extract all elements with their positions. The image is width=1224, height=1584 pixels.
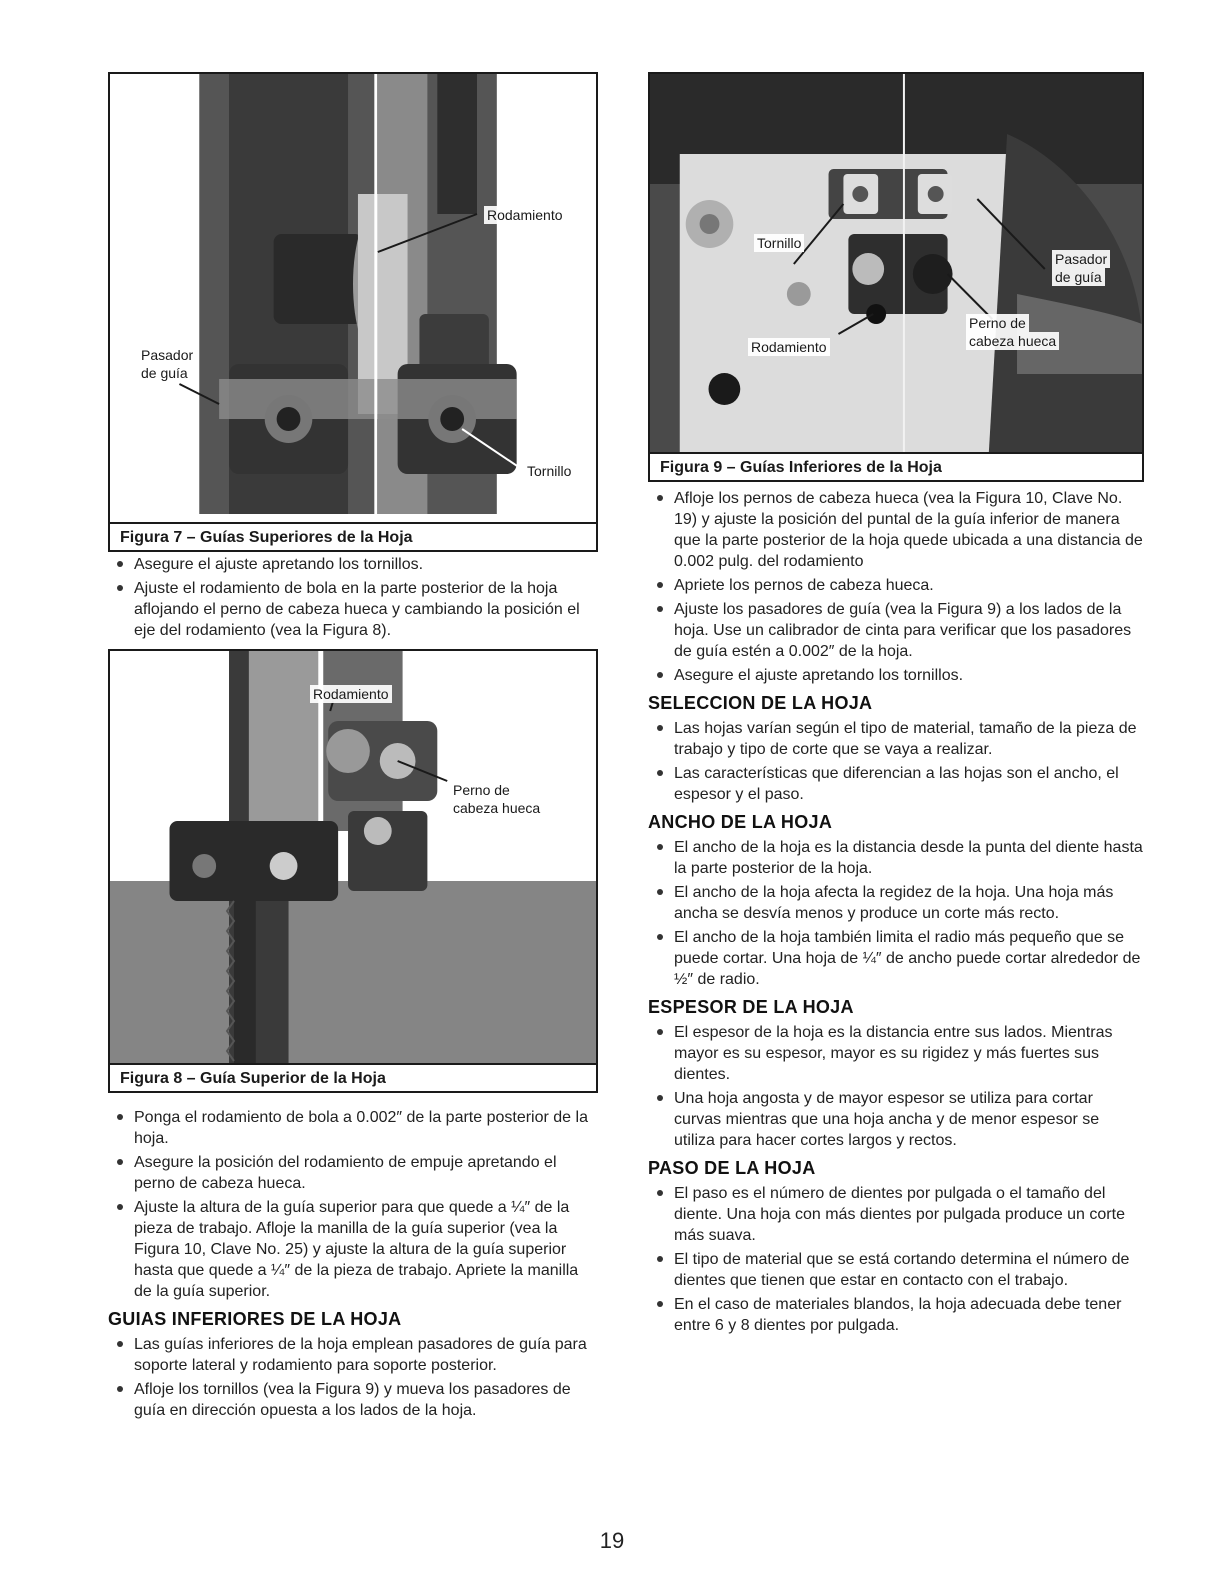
figure-8-photo [110, 651, 596, 1091]
list-item [108, 1334, 598, 1376]
list-item [648, 763, 1144, 805]
figure-8 [108, 649, 598, 1093]
page-number: 19 [599, 1528, 625, 1553]
fig7-label-rodamiento: Rodamiento [484, 206, 566, 224]
bullet-icon [657, 582, 663, 588]
section-heading-espesor: ESPESOR DE LA HOJA [648, 997, 854, 1017]
list-item [108, 554, 598, 575]
figure-9 [648, 72, 1144, 482]
list-item [648, 1294, 1144, 1336]
list-item [648, 882, 1144, 924]
bullet-icon [117, 561, 123, 567]
fig7-label-pasador-line2: de guía [138, 364, 191, 382]
fig7-label-tornillo: Tornillo [524, 462, 574, 480]
section-heading-ancho: ANCHO DE LA HOJA [648, 812, 833, 832]
left-bullets-2 [108, 1107, 598, 1302]
list-item [648, 599, 1144, 662]
bullet-text: Ajuste el rodamiento de bola en la parte posterior de la hoja aflojando el perno de cabeza hueca y cambiando la posición el eje del rodamiento (vea la Figura 8). [134, 580, 580, 639]
list-item [648, 927, 1144, 990]
bullet-text: El espesor de la hoja es la distancia entre sus lados. Mientras mayor es su espesor, mayor es su rigidez y más fuertes sus dientes. [674, 1024, 1113, 1083]
bullet-text: Ajuste la altura de la guía superior para que quede a ¼″ de la pieza de trabajo. Afloje la manilla de la guía superior (vea la Figura 10, Clave No. 25) y ajuste la altura de la guía superior hasta que quede a ¼″ de la pieza de trabajo. Apriete la manilla de la guía superior. [134, 1199, 579, 1300]
section-bullets-seleccion [648, 718, 1144, 805]
section-heading-paso: PASO DE LA HOJA [648, 1158, 816, 1178]
bullet-text: El paso es el número de dientes por pulgada o el tamaño del diente. Una hoja con más dientes por pulgada produce un corte más suava. [674, 1185, 1125, 1244]
fig9-label-tornillo: Tornillo [754, 234, 804, 252]
section-bullets-guias-inferiores [108, 1334, 598, 1421]
bullet-text: Asegure el ajuste apretando los tornillos. [674, 667, 964, 684]
figure-8-caption: Figura 8 – Guía Superior de la Hoja [110, 1063, 596, 1091]
list-item [648, 837, 1144, 879]
bullet-icon [657, 606, 663, 612]
list-item [648, 1022, 1144, 1085]
list-item [648, 1183, 1144, 1246]
bullet-icon [117, 1204, 123, 1210]
figure-9-caption: Figura 9 – Guías Inferiores de la Hoja [650, 452, 1142, 480]
left-column [108, 72, 598, 1424]
bullet-icon [117, 585, 123, 591]
bullet-text: Las características que diferencian a las hojas son el ancho, el espesor y el paso. [674, 765, 1119, 803]
list-item [648, 1088, 1144, 1151]
fig8-label-perno-line2: cabeza hueca [450, 799, 543, 817]
section-bullets-espesor [648, 1022, 1144, 1151]
fig8-label-perno-line1: Perno de [450, 781, 513, 799]
section-bullets-ancho [648, 837, 1144, 990]
list-item [648, 665, 1144, 686]
bullet-text: Asegure la posición del rodamiento de empuje apretando el perno de cabeza hueca. [134, 1154, 557, 1192]
list-item [648, 488, 1144, 572]
bullet-icon [657, 672, 663, 678]
list-item [648, 575, 1144, 596]
bullet-icon [657, 1256, 663, 1262]
bullet-text: Afloje los tornillos (vea la Figura 9) y mueva los pasadores de guía en dirección opuesta a los lados de la hoja. [134, 1381, 571, 1419]
bullet-icon [657, 889, 663, 895]
bullet-text: Ajuste los pasadores de guía (vea la Figura 9) a los lados de la hoja. Use un calibrador de cinta para verificar que los pasadores de guía estén a 0.002″ de la hoja. [674, 601, 1132, 660]
figure-7 [108, 72, 598, 552]
list-item [108, 1152, 598, 1194]
bullet-icon [657, 1029, 663, 1035]
list-item [648, 718, 1144, 760]
fig7-label-pasador-line1: Pasador [138, 346, 196, 364]
bullet-text: Las hojas varían según el tipo de material, tamaño de la pieza de trabajo y tipo de corte que se vaya a realizar. [674, 720, 1137, 758]
bullet-icon [657, 934, 663, 940]
bullet-text: El ancho de la hoja afecta la regidez de la hoja. Una hoja más ancha se desvía menos y produce un corte más recto. [674, 884, 1114, 922]
fig9-label-perno-line1: Perno de [966, 314, 1029, 332]
bullet-text: En el caso de materiales blandos, la hoja adecuada debe tener entre 6 y 8 dientes por pulgada. [674, 1296, 1122, 1334]
bullet-icon [657, 770, 663, 776]
section-heading-seleccion: SELECCION DE LA HOJA [648, 693, 873, 713]
fig9-label-rodamiento: Rodamiento [748, 338, 830, 356]
bullet-text: Afloje los pernos de cabeza hueca (vea la Figura 10, Clave No. 19) y ajuste la posición del puntal de la guía inferior de manera que la parte posterior de la hoja quede ubicada a una distancia de 0.002 pulg. del rodamiento [674, 490, 1143, 570]
left-bullets-1 [108, 554, 598, 641]
bullet-icon [657, 495, 663, 501]
bullet-text: El ancho de la hoja es la distancia desde la punta del diente hasta la parte posterior de la hoja. [674, 839, 1143, 877]
list-item [108, 1107, 598, 1149]
bullet-icon [657, 1095, 663, 1101]
bullet-icon [117, 1386, 123, 1392]
section-bullets-paso [648, 1183, 1144, 1336]
figure-7-caption: Figura 7 – Guías Superiores de la Hoja [110, 522, 596, 550]
bullet-icon [117, 1341, 123, 1347]
fig9-label-pasador-line2: de guía [1052, 268, 1105, 286]
section-heading-guias-inferiores: GUIAS INFERIORES DE LA HOJA [108, 1309, 402, 1329]
bullet-icon [657, 725, 663, 731]
bullet-icon [657, 844, 663, 850]
bullet-text: Asegure el ajuste apretando los tornillos. [134, 556, 424, 573]
bullet-text: Ponga el rodamiento de bola a 0.002″ de la parte posterior de la hoja. [134, 1109, 588, 1147]
bullet-icon [117, 1159, 123, 1165]
bullet-text: Apriete los pernos de cabeza hueca. [674, 577, 934, 594]
right-column [648, 72, 1144, 1339]
list-item [108, 1379, 598, 1421]
fig9-label-perno-line2: cabeza hueca [966, 332, 1059, 350]
list-item [108, 578, 598, 641]
bullet-text: El tipo de material que se está cortando determina el número de dientes que tienen que estar en contacto con el trabajo. [674, 1251, 1130, 1289]
list-item [648, 1249, 1144, 1291]
list-item [108, 1197, 598, 1302]
bullet-icon [657, 1301, 663, 1307]
bullet-text: Las guías inferiores de la hoja emplean pasadores de guía para soporte lateral y rodamiento para soporte posterior. [134, 1336, 587, 1374]
bullet-text: Una hoja angosta y de mayor espesor se utiliza para cortar curvas mientras que una hoja ancha y de menor espesor se utiliza para hacer cortes largos y rectos. [674, 1090, 1100, 1149]
bullet-icon [117, 1114, 123, 1120]
fig8-label-rodamiento: Rodamiento [310, 685, 392, 703]
bullet-text: El ancho de la hoja también limita el radio más pequeño que se puede cortar. Una hoja de ¼″ de ancho puede cortar alrededor de ½″ de radio. [674, 929, 1141, 988]
bullet-icon [657, 1190, 663, 1196]
right-bullets-1 [648, 488, 1144, 686]
fig9-label-pasador-line1: Pasador [1052, 250, 1110, 268]
